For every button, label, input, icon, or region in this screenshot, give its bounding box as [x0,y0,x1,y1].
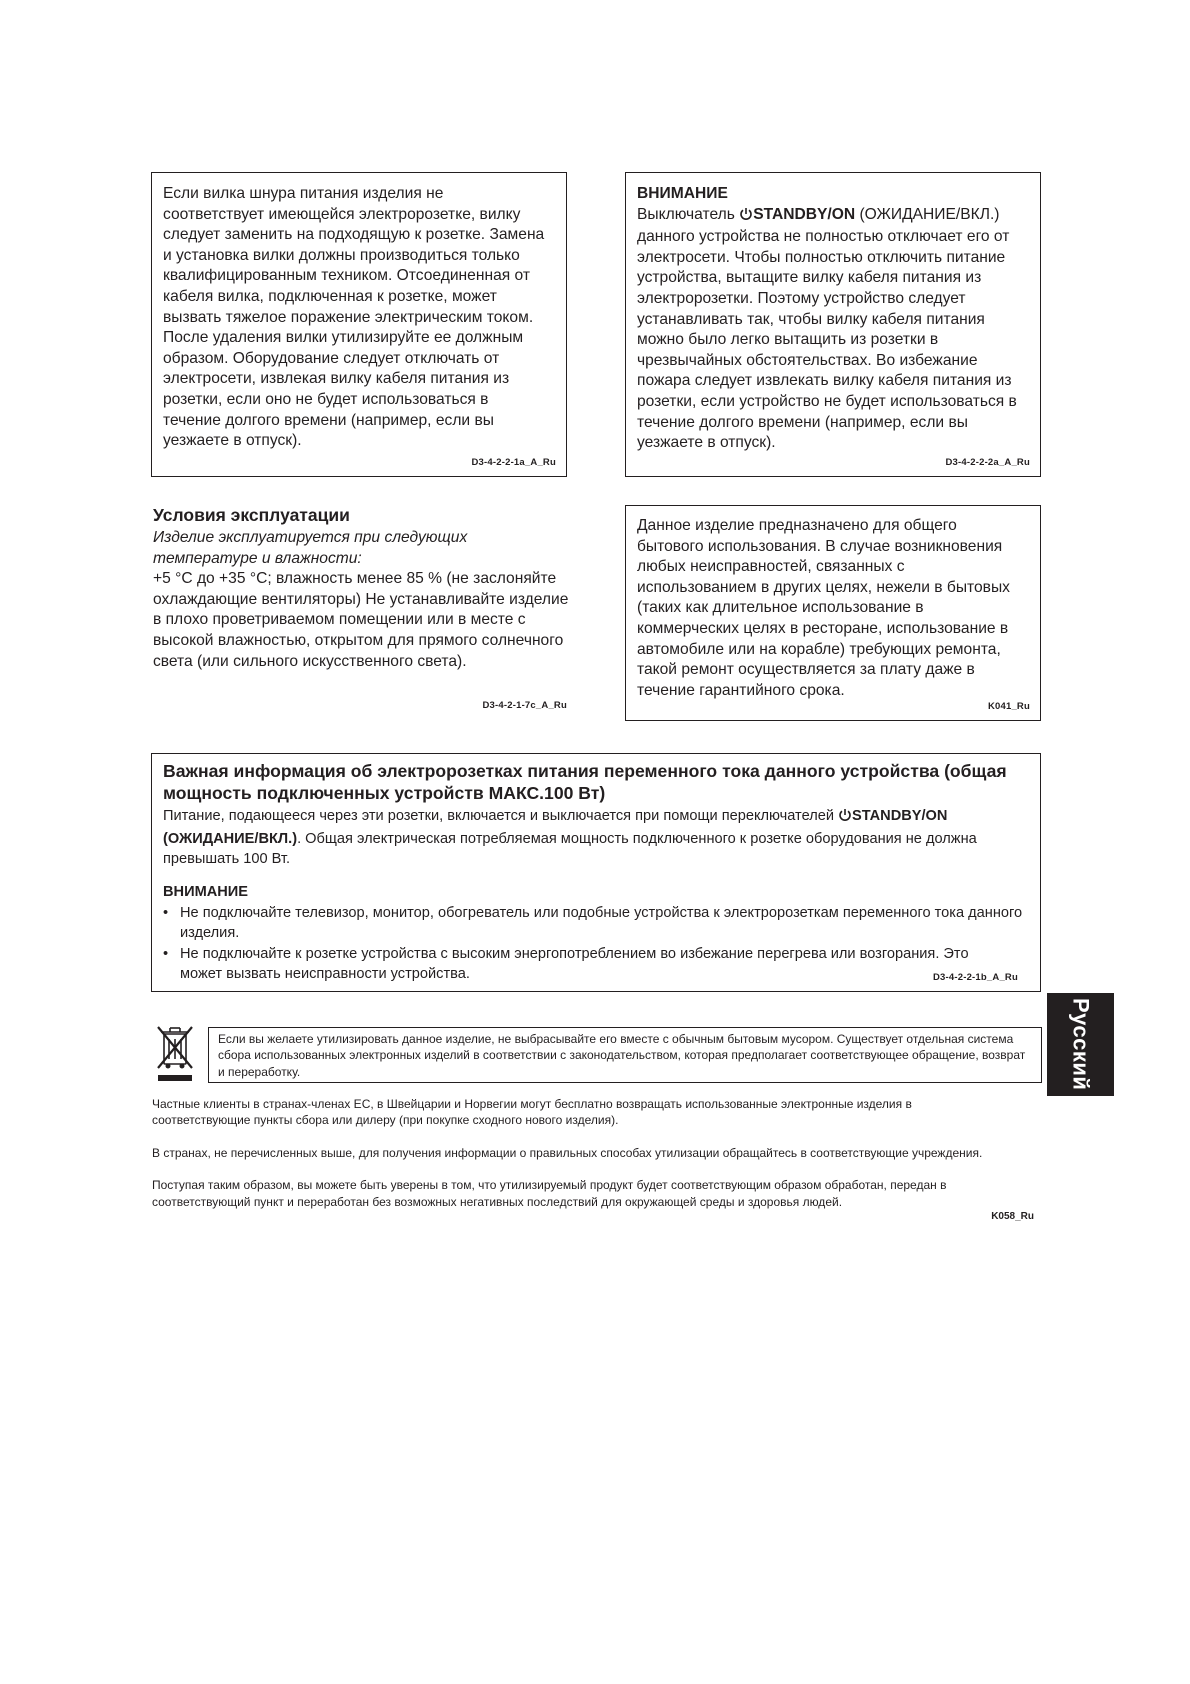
power-icon [739,207,753,228]
plug-notice-code: D3-4-2-2-1a_A_Ru [471,457,556,468]
disposal-info [152,1096,1042,1224]
ac-outlets-title: Важная информация об электророзетках питания переменного тока данного устройства (общая мощность подключенных устройств МАКС.100 Вт) [163,761,1007,803]
ac-outlets-switch-label: STANDBY/ON (ОЖИДАНИЕ/ВКЛ.) [163,808,948,847]
standby-warning-box [625,172,1041,477]
disposal-box-text: Если вы желаете утилизировать данное изделие, не выбрасывайте его вместе с обычным бытовым мусором. Существует отдельная система сбора использованных электронных изделий в соответствии с законодательством, которая предполагает соответствующее обращение, возврат и переработку. [218,1032,1026,1079]
weee-bin-icon [155,1024,195,1082]
standby-warning-title: ВНИМАНИЕ [637,185,728,202]
ac-outlets-text-after: . Общая электрическая потребляемая мощность подключенного к розетке оборудования не должна превышать 100 Вт. [163,830,977,867]
household-use-box [625,505,1041,721]
household-use-text: Данное изделие предназначено для общего бытового использования. В случае возникновения любых неисправностей, связанных с использованием в других целях, нежели в бытовых (таких как длительное использование в коммерческих целях в ресторане, использование в автомобиле или на корабле) требующих ремонта, такой ремонт осуществляется за плату даже в течение гарантийного срока. [637,517,1010,699]
standby-warning-text-after: (ОЖИДАНИЕ/ВКЛ.) данного устройства не полностью отключает его от электросети. Чтобы полностью отключить питание устройства, вытащите вилку кабеля питания из электророзетки. Поэтому устройство следует устанавливать так, чтобы вилку кабеля питания можно было легко вытащить из розетки в чрезвычайных обстоятельствах. Во избежание пожара следует извлекать вилку кабеля питания из розетки, если устройство не будет использоваться в течение долгого времени (например, если вы уезжаете в отпуск). [637,205,1017,452]
ac-outlets-code: D3-4-2-2-1b_A_Ru [932,972,1018,983]
ac-outlets-text-before: Питание, подающееся через эти розетки, включается и выключается при помощи переключателей [163,808,839,825]
ac-outlets-warning-title: ВНИМАНИЕ [163,884,249,901]
standby-switch-label: STANDBY/ON [753,205,856,223]
household-use-code: K041_Ru [987,701,1030,712]
operating-conditions-text: +5 °C до +35 °C; влажность менее 85 % (не заслоняйте охлаждающие вентиляторы) Не устанавливайте изделие в плохо проветриваемом помещении или в месте с высокой влажностью, открытом для прямого солнечного света (или сильного искусственного света). [153,570,569,670]
language-tab [1047,993,1114,1096]
disposal-box [208,1027,1042,1083]
standby-warning-code: D3-4-2-2-2a_A_Ru [945,457,1030,468]
disposal-para-other: В странах, не перечисленных выше, для получения информации о правильных способах утилизации обращайтесь в соответствующие учреждения. [152,1145,983,1160]
disposal-code: K058_Ru [991,1211,1034,1223]
operating-conditions-title: Условия эксплуатации [153,505,350,525]
standby-warning-text [637,205,1032,454]
ac-outlets-text [163,806,1023,869]
list-item: • Не подключайте к розетке устройства с высоким энергопотреблением во избежание перегрева или возгорания. Это может вызвать неисправности устройства. [163,944,1010,985]
operating-conditions-code: D3-4-2-1-7c_A_Ru [482,700,567,711]
disposal-para-eu: Частные клиенты в странах-членах ЕС, в Швейцарии и Норвегии могут бесплатно возвращать использованные электронные изделия в соответствующие пункты сбора или дилеру (при покупке сходного нового изделия). [152,1097,912,1128]
power-icon [838,808,852,828]
standby-warning-text-before: Выключатель [637,205,740,223]
plug-notice-text: Если вилка шнура питания изделия не соответствует имеющейся электророзетке, вилку следует заменить на подходящую к розетке. Замена и установка вилки должны производиться только квалифицированным техником. Отсоединенная от кабеля вилка, подключенная к розетке, может вызвать тяжелое поражение электрическим током. После удаления вилки утилизируйте ее должным образом. Оборудование следует отключать от электросети, извлекая вилку кабеля питания из розетки, если оно не будет использоваться в течение долгого времени (например, если вы уезжаете в отпуск). [163,185,545,450]
plug-notice-box [151,172,567,477]
disposal-para-result: Поступая таким образом, вы можете быть уверены в том, что утилизируемый продукт будет соответствующим образом обработан, передан в соответствующий пункт и переработан без возможных негативных последствий для окружающей среды и здоровья людей. [152,1178,947,1209]
operating-conditions-subtitle: Изделие эксплуатируется при следующих температуре и влажности: [153,529,468,567]
operating-conditions-section [153,505,571,715]
list-item: • Не подключайте телевизор, монитор, обогреватель или подобные устройства к электророзеткам переменного тока данного изделия. [163,903,1035,944]
ac-outlets-box [151,753,1041,992]
language-tab-label: Русский [1068,998,1094,1091]
ac-outlets-warning-list [163,903,1035,985]
